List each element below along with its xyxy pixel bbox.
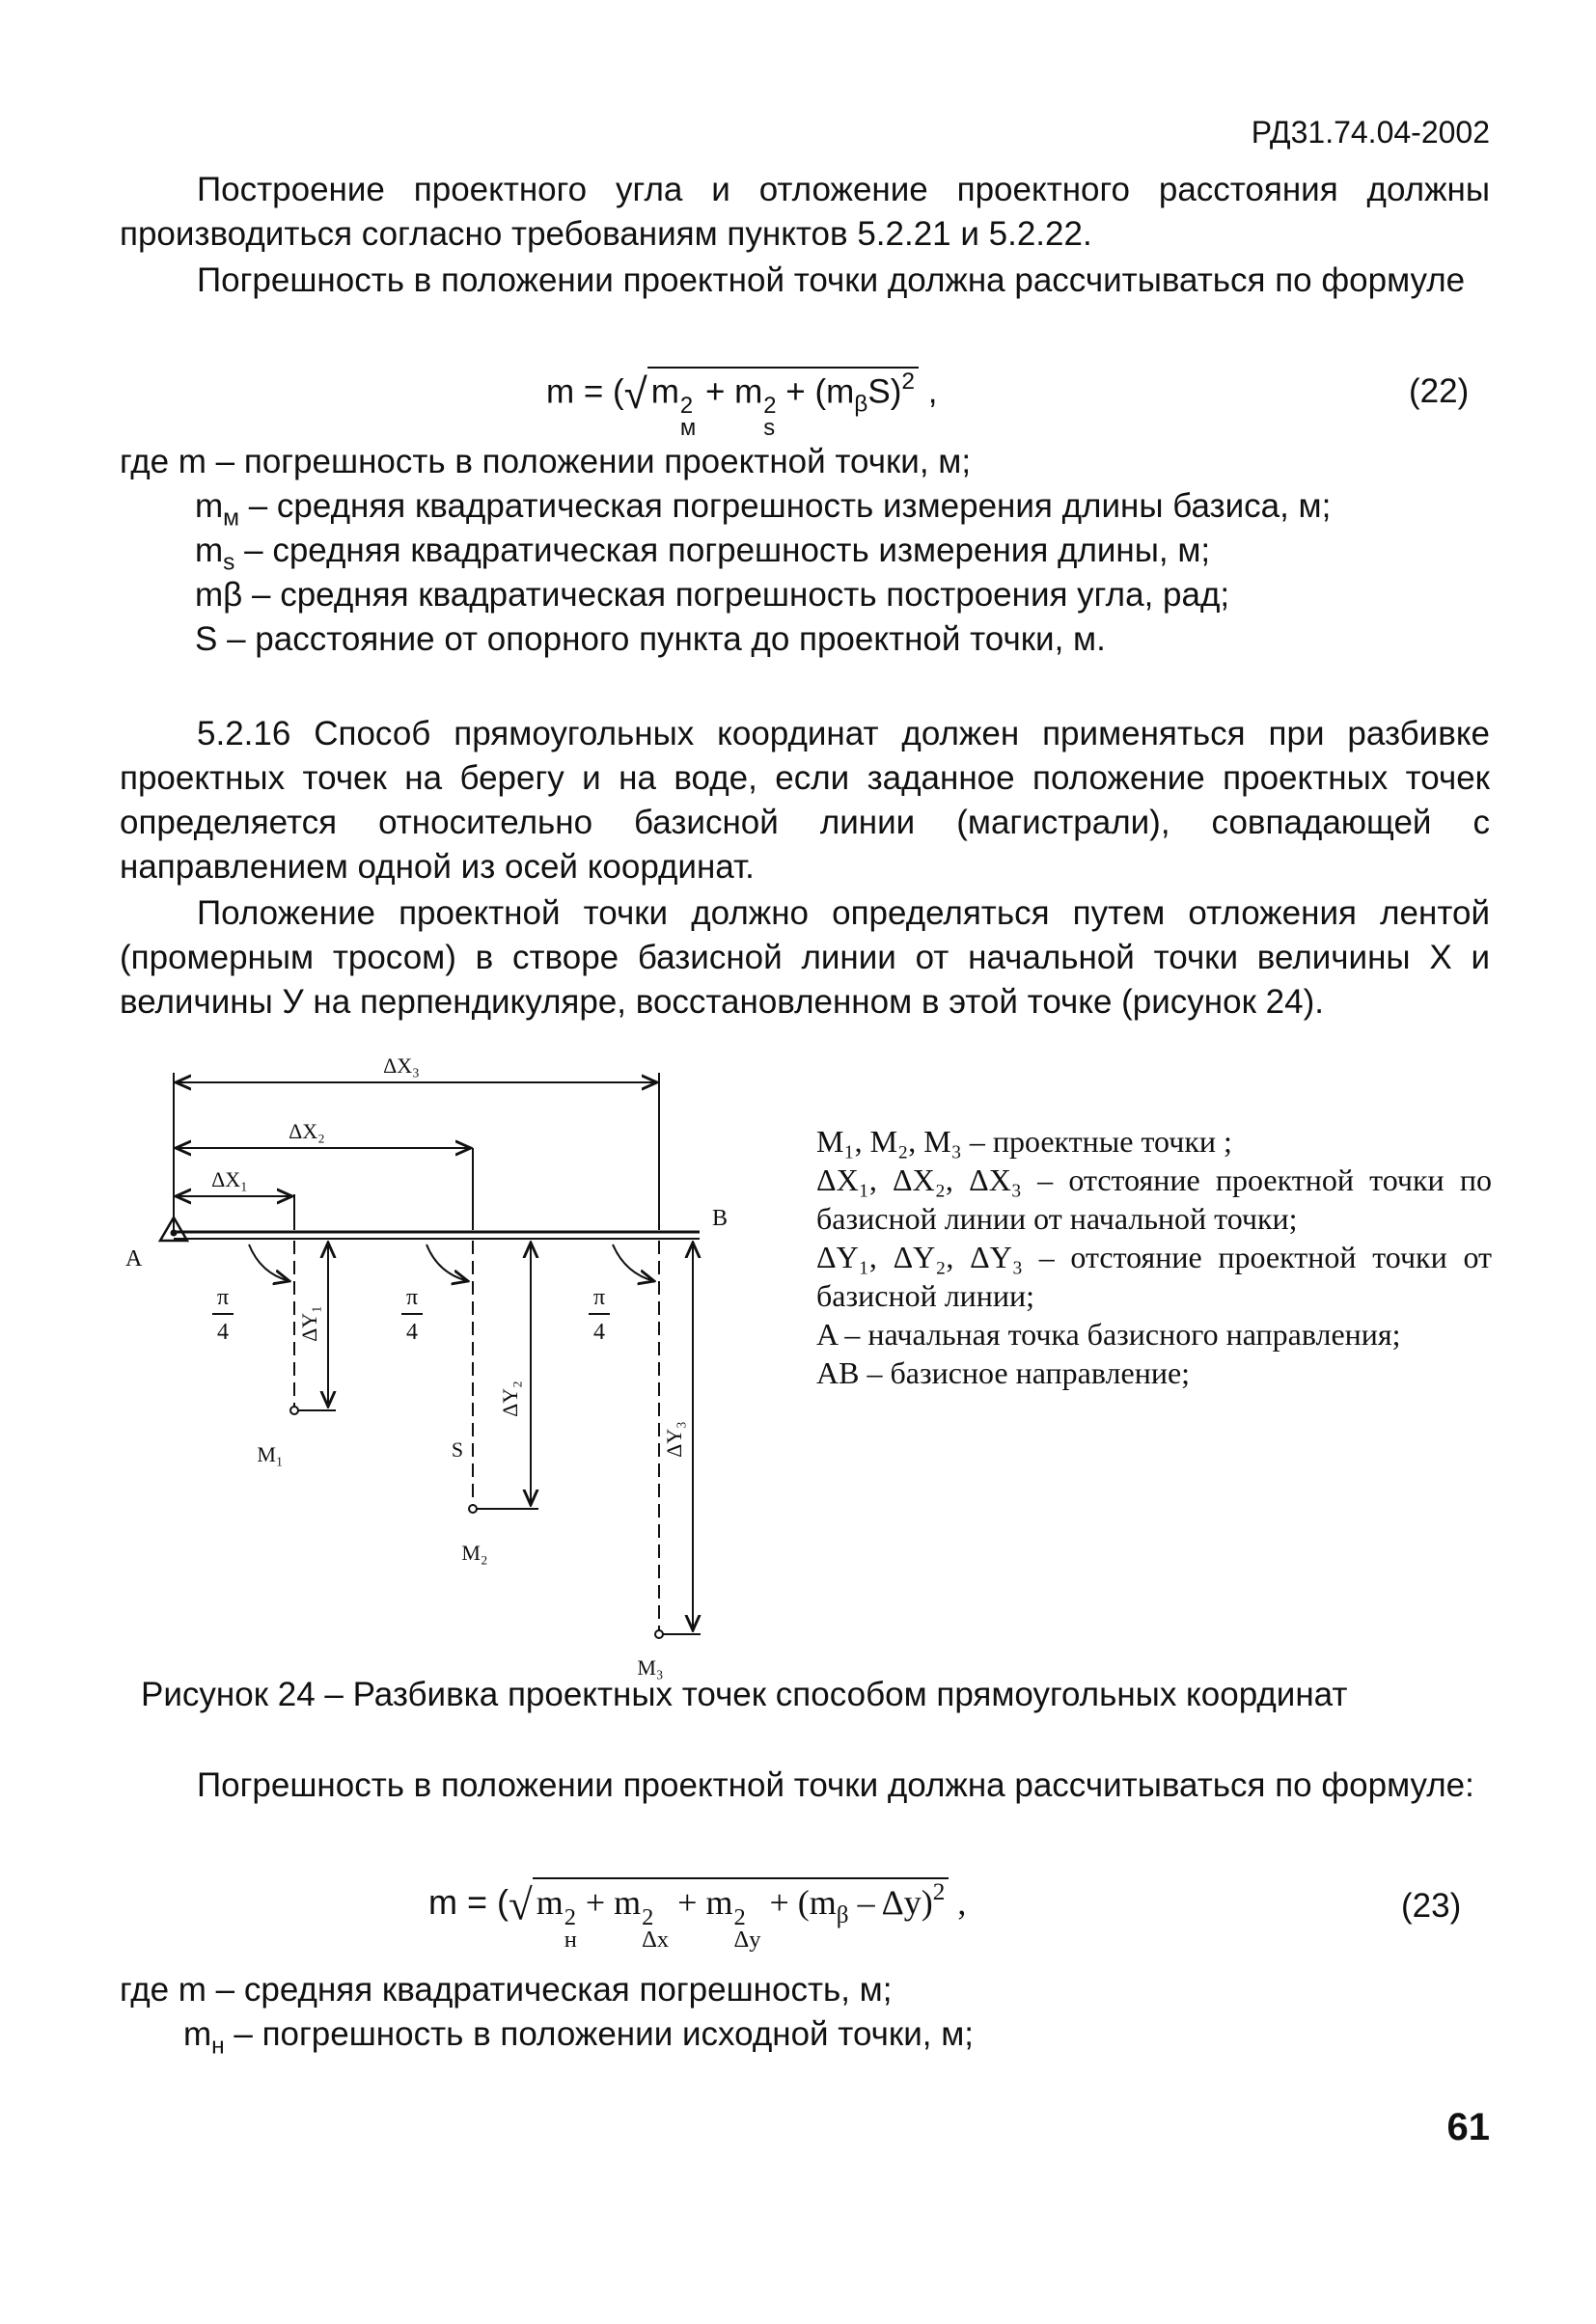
label-m1: M₁ xyxy=(257,1442,284,1466)
paragraph-error-formula-23-intro: Погрешность в положении проектной точки должна рассчитываться по формуле: xyxy=(197,1766,1474,1804)
legend-points: M₁, M₂, M₃ – проектные точки ; xyxy=(816,1124,1232,1159)
paragraph-5-2-16: 5.2.16 Способ прямоугольных координат должен применяться при разбивке проектных точек на берегу и на воде, если заданное положение проектных точек определяется относительно базисной линии (магистрали), совпадающей с направлением одной из осей координат. xyxy=(120,715,1490,886)
label-dy3: ΔY₃ xyxy=(662,1421,686,1458)
where-23-mn: $m_н$ – погрешность в положении исходной точки, м; xyxy=(183,2015,974,2060)
formula-22: m = (√ m 2 м + m 2 s + $(m_\beta S)^2$ , xyxy=(546,369,938,441)
page-number: 61 xyxy=(1446,2106,1490,2148)
label-dx1: ΔX₁ xyxy=(211,1167,248,1191)
label-m3: M₃ xyxy=(637,1655,664,1680)
label-four-1: 4 xyxy=(217,1320,229,1345)
where-22-s: S – расстояние от опорного пункта до проектной точки, м. xyxy=(195,620,1106,658)
legend-dx: ΔX₁, ΔX₂, ΔX₃ – отстояние проектной точки по базисной линии от начальной точки; xyxy=(816,1162,1492,1236)
label-dx3: ΔX₃ xyxy=(383,1053,420,1078)
where-22-mm: $m_м$ – средняя квадратическая погрешность измерения длины базиса, м; xyxy=(195,487,1332,532)
formula-23-number: (23) xyxy=(1401,1887,1462,1925)
label-m2: M₂ xyxy=(461,1541,488,1565)
label-dx2: ΔX₂ xyxy=(289,1119,325,1143)
figure-24-diagram xyxy=(96,1042,772,1680)
document-code: РД31.74.04-2002 xyxy=(1251,115,1490,150)
label-pi-1: π xyxy=(216,1285,230,1310)
label-dy1: ΔY₁ xyxy=(297,1305,321,1342)
paragraph-construction: Построение проектного угла и отложение проектного расстояния должны производиться согласно требованиям пунктов 5.2.21 и 5.2.22. xyxy=(120,171,1490,253)
project-point-m1 xyxy=(290,1407,298,1414)
figure-caption: Рисунок 24 – Разбивка проектных точек способом прямоугольных координат xyxy=(141,1676,1348,1713)
label-dy2: ΔY₂ xyxy=(498,1381,522,1417)
project-point-m2 xyxy=(469,1505,477,1513)
angle-arc-1 xyxy=(249,1244,289,1281)
label-four-3: 4 xyxy=(593,1320,605,1345)
legend-ab: AB – базисное направление; xyxy=(816,1355,1191,1390)
legend-dy: ΔY₁, ΔY₂, ΔY₃ – отстояние проектной точки от базисной линии; xyxy=(816,1240,1492,1313)
paragraph-point-position: Положение проектной точки должно определяться путем отложения лентой (промерным тросом) в створе базисной линии от начальной точки величины X и величины У на перпендикуляре, восстановленном в этой точке (рисунок 24). xyxy=(120,894,1490,1021)
formula-22-number: (22) xyxy=(1409,372,1470,410)
paragraph-error-formula-intro: Погрешность в положении проектной точки должна рассчитываться по формуле xyxy=(197,261,1466,299)
where-22-mbeta: mβ – средняя квадратическая погрешность построения угла, рад; xyxy=(195,576,1230,614)
where-22-m: где m – погрешность в положении проектной точки, м; xyxy=(120,443,972,480)
label-pi-3: π xyxy=(592,1285,606,1310)
formula-23: m = (√ m 2 н + m 2 Δx + m 2 Δy + $(m_\beta - \Delta y)^2$ , xyxy=(428,1879,967,1954)
project-point-m3 xyxy=(655,1630,663,1638)
label-s: S xyxy=(451,1437,464,1462)
label-a: A xyxy=(125,1246,143,1271)
angle-arc-2 xyxy=(427,1244,468,1281)
label-four-2: 4 xyxy=(406,1320,418,1345)
where-23-m: где m – средняя квадратическая погрешность, м; xyxy=(120,1971,893,2009)
label-pi-2: π xyxy=(405,1285,419,1310)
where-22-ms: $m_s$ – средняя квадратическая погрешность измерения длины, м; xyxy=(195,532,1211,576)
legend-a: A – начальная точка базисного направления; xyxy=(816,1317,1401,1352)
label-b: B xyxy=(712,1206,729,1231)
figure-legend xyxy=(816,1122,1492,1392)
angle-arc-3 xyxy=(613,1244,654,1281)
